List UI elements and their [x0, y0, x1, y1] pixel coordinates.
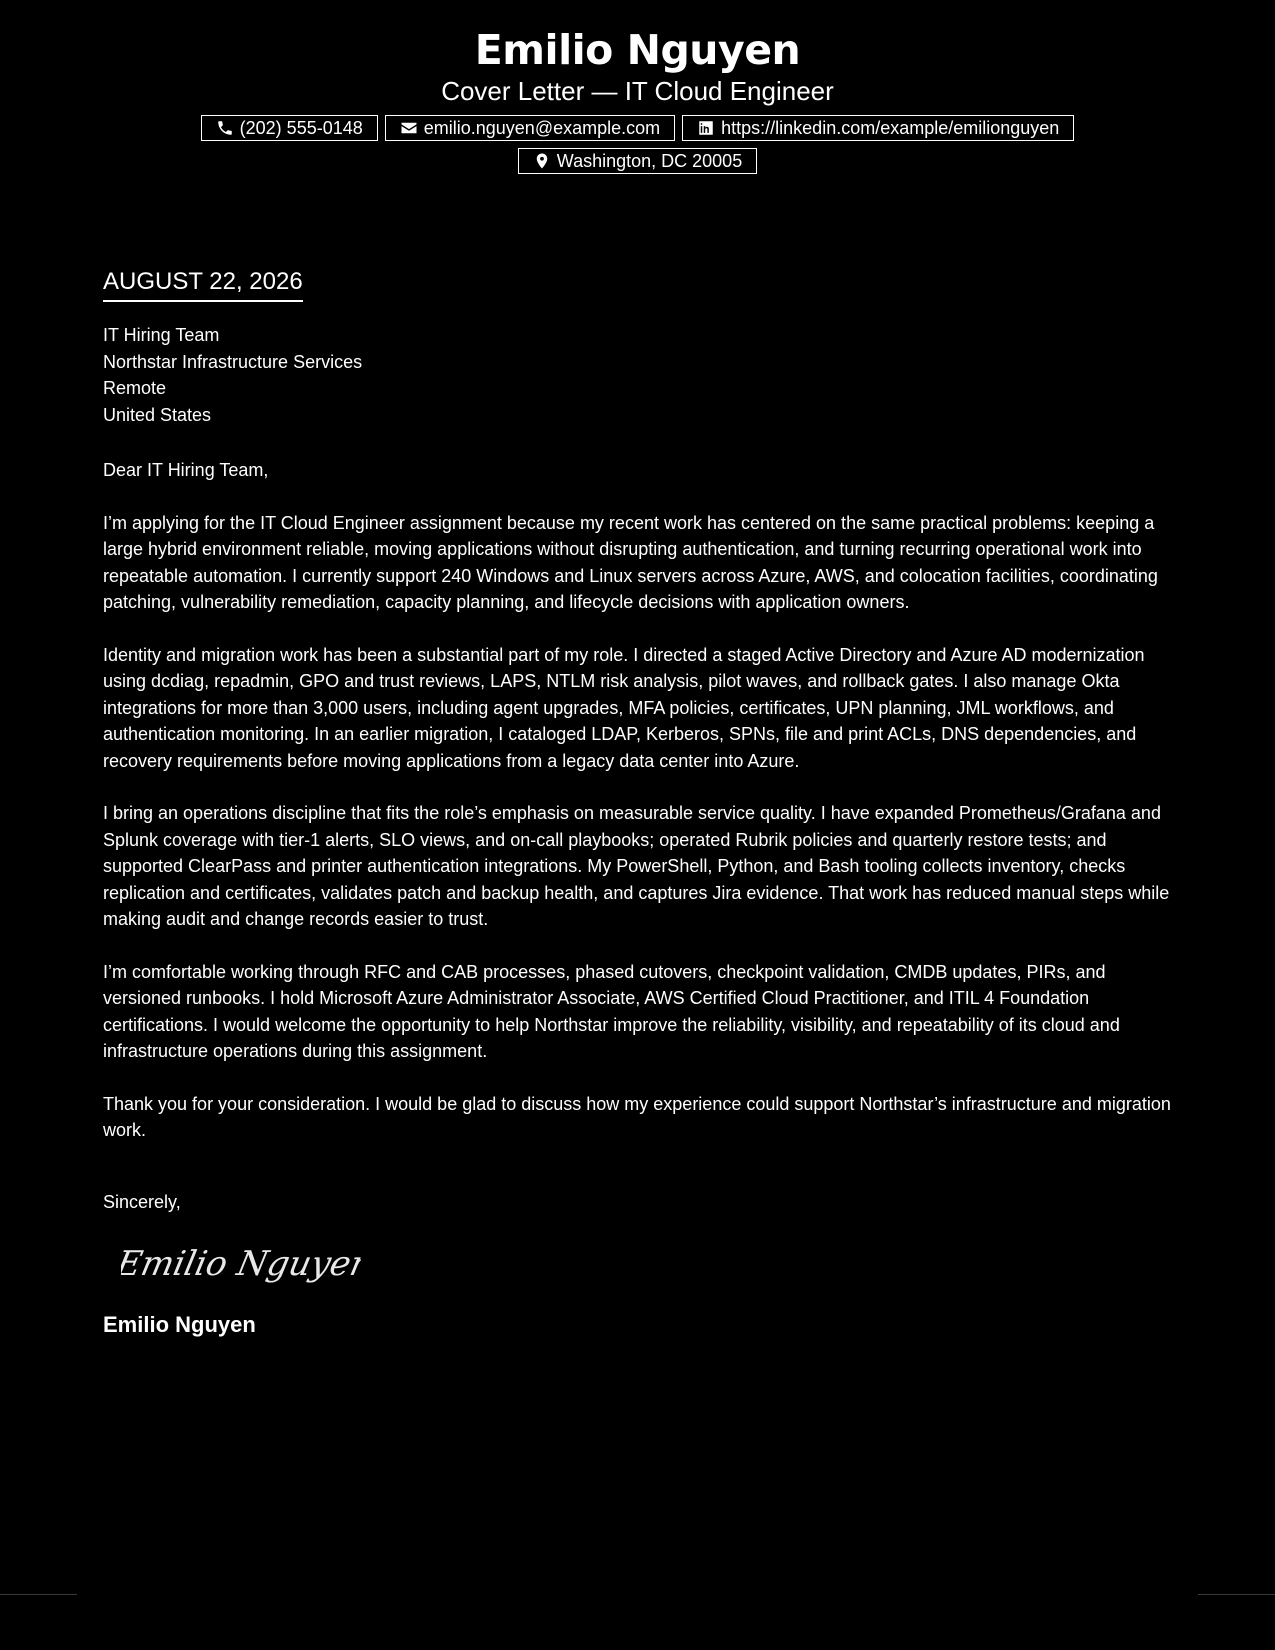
linkedin-icon [697, 119, 715, 137]
contact-phone [201, 115, 378, 141]
contact-list [173, 115, 1103, 174]
signature-image [121, 1235, 1178, 1291]
recipient-block [103, 322, 1178, 428]
salutation: Dear IT Hiring Team, [103, 460, 269, 480]
linkedin-text: https://linkedin.com/example/emilionguyen [721, 118, 1060, 138]
applicant-name: Emilio Nguyen [474, 26, 801, 74]
contact-linkedin[interactable] [682, 115, 1074, 141]
letter-header [0, 24, 1275, 174]
body-paragraph: I’m applying for the IT Cloud Engineer assignment because my recent work has centered on the same practical problems: keeping a large hybrid environment reliable, moving applications without disrupting authentication, and turning recurring operational work into repeatable automation. I currently support 240 Windows and Linux servers across Azure, AWS, and colocation facilities, coordinating patching, vulnerability remediation, capacity planning, and lifecycle decisions with application owners. [103, 512, 1158, 612]
document-subtitle: Cover Letter — IT Cloud Engineer [441, 76, 834, 106]
envelope-icon [400, 119, 418, 137]
signer-name: Emilio Nguyen [103, 1312, 256, 1337]
phone-text: (202) 555-0148 [239, 118, 363, 138]
contact-email[interactable] [385, 115, 675, 141]
location-text: Washington, DC 20005 [556, 151, 743, 171]
body-paragraph: I bring an operations discipline that fits the role’s emphasis on measurable service quality. I have expanded Prometheus/Grafana and Splunk coverage with tier-1 alerts, SLO views, and on-call playbooks; operated Rubrik policies and quarterly restore tests; and supported ClearPass and printer authentication integrations. My PowerShell, Python, and Bash tooling collects inventory, checks replication and certificates, validates patch and backup health, and captures Jira evidence. That work has reduced manual steps while making audit and change records easier to trust. [103, 803, 1170, 929]
handwritten-signature [121, 1235, 361, 1291]
footer-divider-left [0, 1594, 77, 1595]
recipient-line: Remote [103, 378, 167, 398]
letter-date: AUGUST 22, 2026 [103, 266, 303, 302]
map-pin-icon [533, 152, 551, 170]
phone-icon [216, 119, 234, 137]
contact-location [518, 148, 757, 174]
body-paragraph: I’m comfortable working through RFC and CAB processes, phased cutovers, checkpoint validation, CMDB updates, PIRs, and versioned runbooks. I hold Microsoft Azure Administrator Associate, AWS Certified Cloud Practitioner, and ITIL 4 Foundation certifications. I would welcome the opportunity to help Northstar improve the reliability, visibility, and repeatability of its cloud and infrastructure operations during this assignment. [103, 961, 1120, 1061]
recipient-line: Northstar Infrastructure Services [103, 351, 363, 372]
body-paragraph: Thank you for your consideration. I would be glad to discuss how my experience could support Northstar’s infrastructure and migration work. [103, 1093, 1171, 1140]
email-text: emilio.nguyen@example.com [423, 118, 661, 138]
svg-text:Emilio Nguyen: Emilio Nguyen [121, 1244, 361, 1284]
body-paragraph: Identity and migration work has been a substantial part of my role. I directed a staged Active Directory and Azure AD modernization using dcdiag, repadmin, GPO and trust reviews, LAPS, NTLM risk analysis, pilot waves, and rollback gates. I also manage Okta integrations for more than 3,000 users, including agent upgrades, MFA policies, certificates, UPN planning, JML workflows, and authentication monitoring. In an earlier migration, I cataloged LDAP, Kerberos, SPNs, file and print ACLs, DNS dependencies, and recovery requirements before moving applications from a legacy data center into Azure. [103, 644, 1145, 771]
footer-divider-right [1198, 1594, 1275, 1595]
letter-body [103, 266, 1178, 1339]
recipient-line: United States [103, 404, 212, 425]
recipient-line: IT Hiring Team [103, 325, 220, 345]
closing: Sincerely, [103, 1191, 181, 1212]
